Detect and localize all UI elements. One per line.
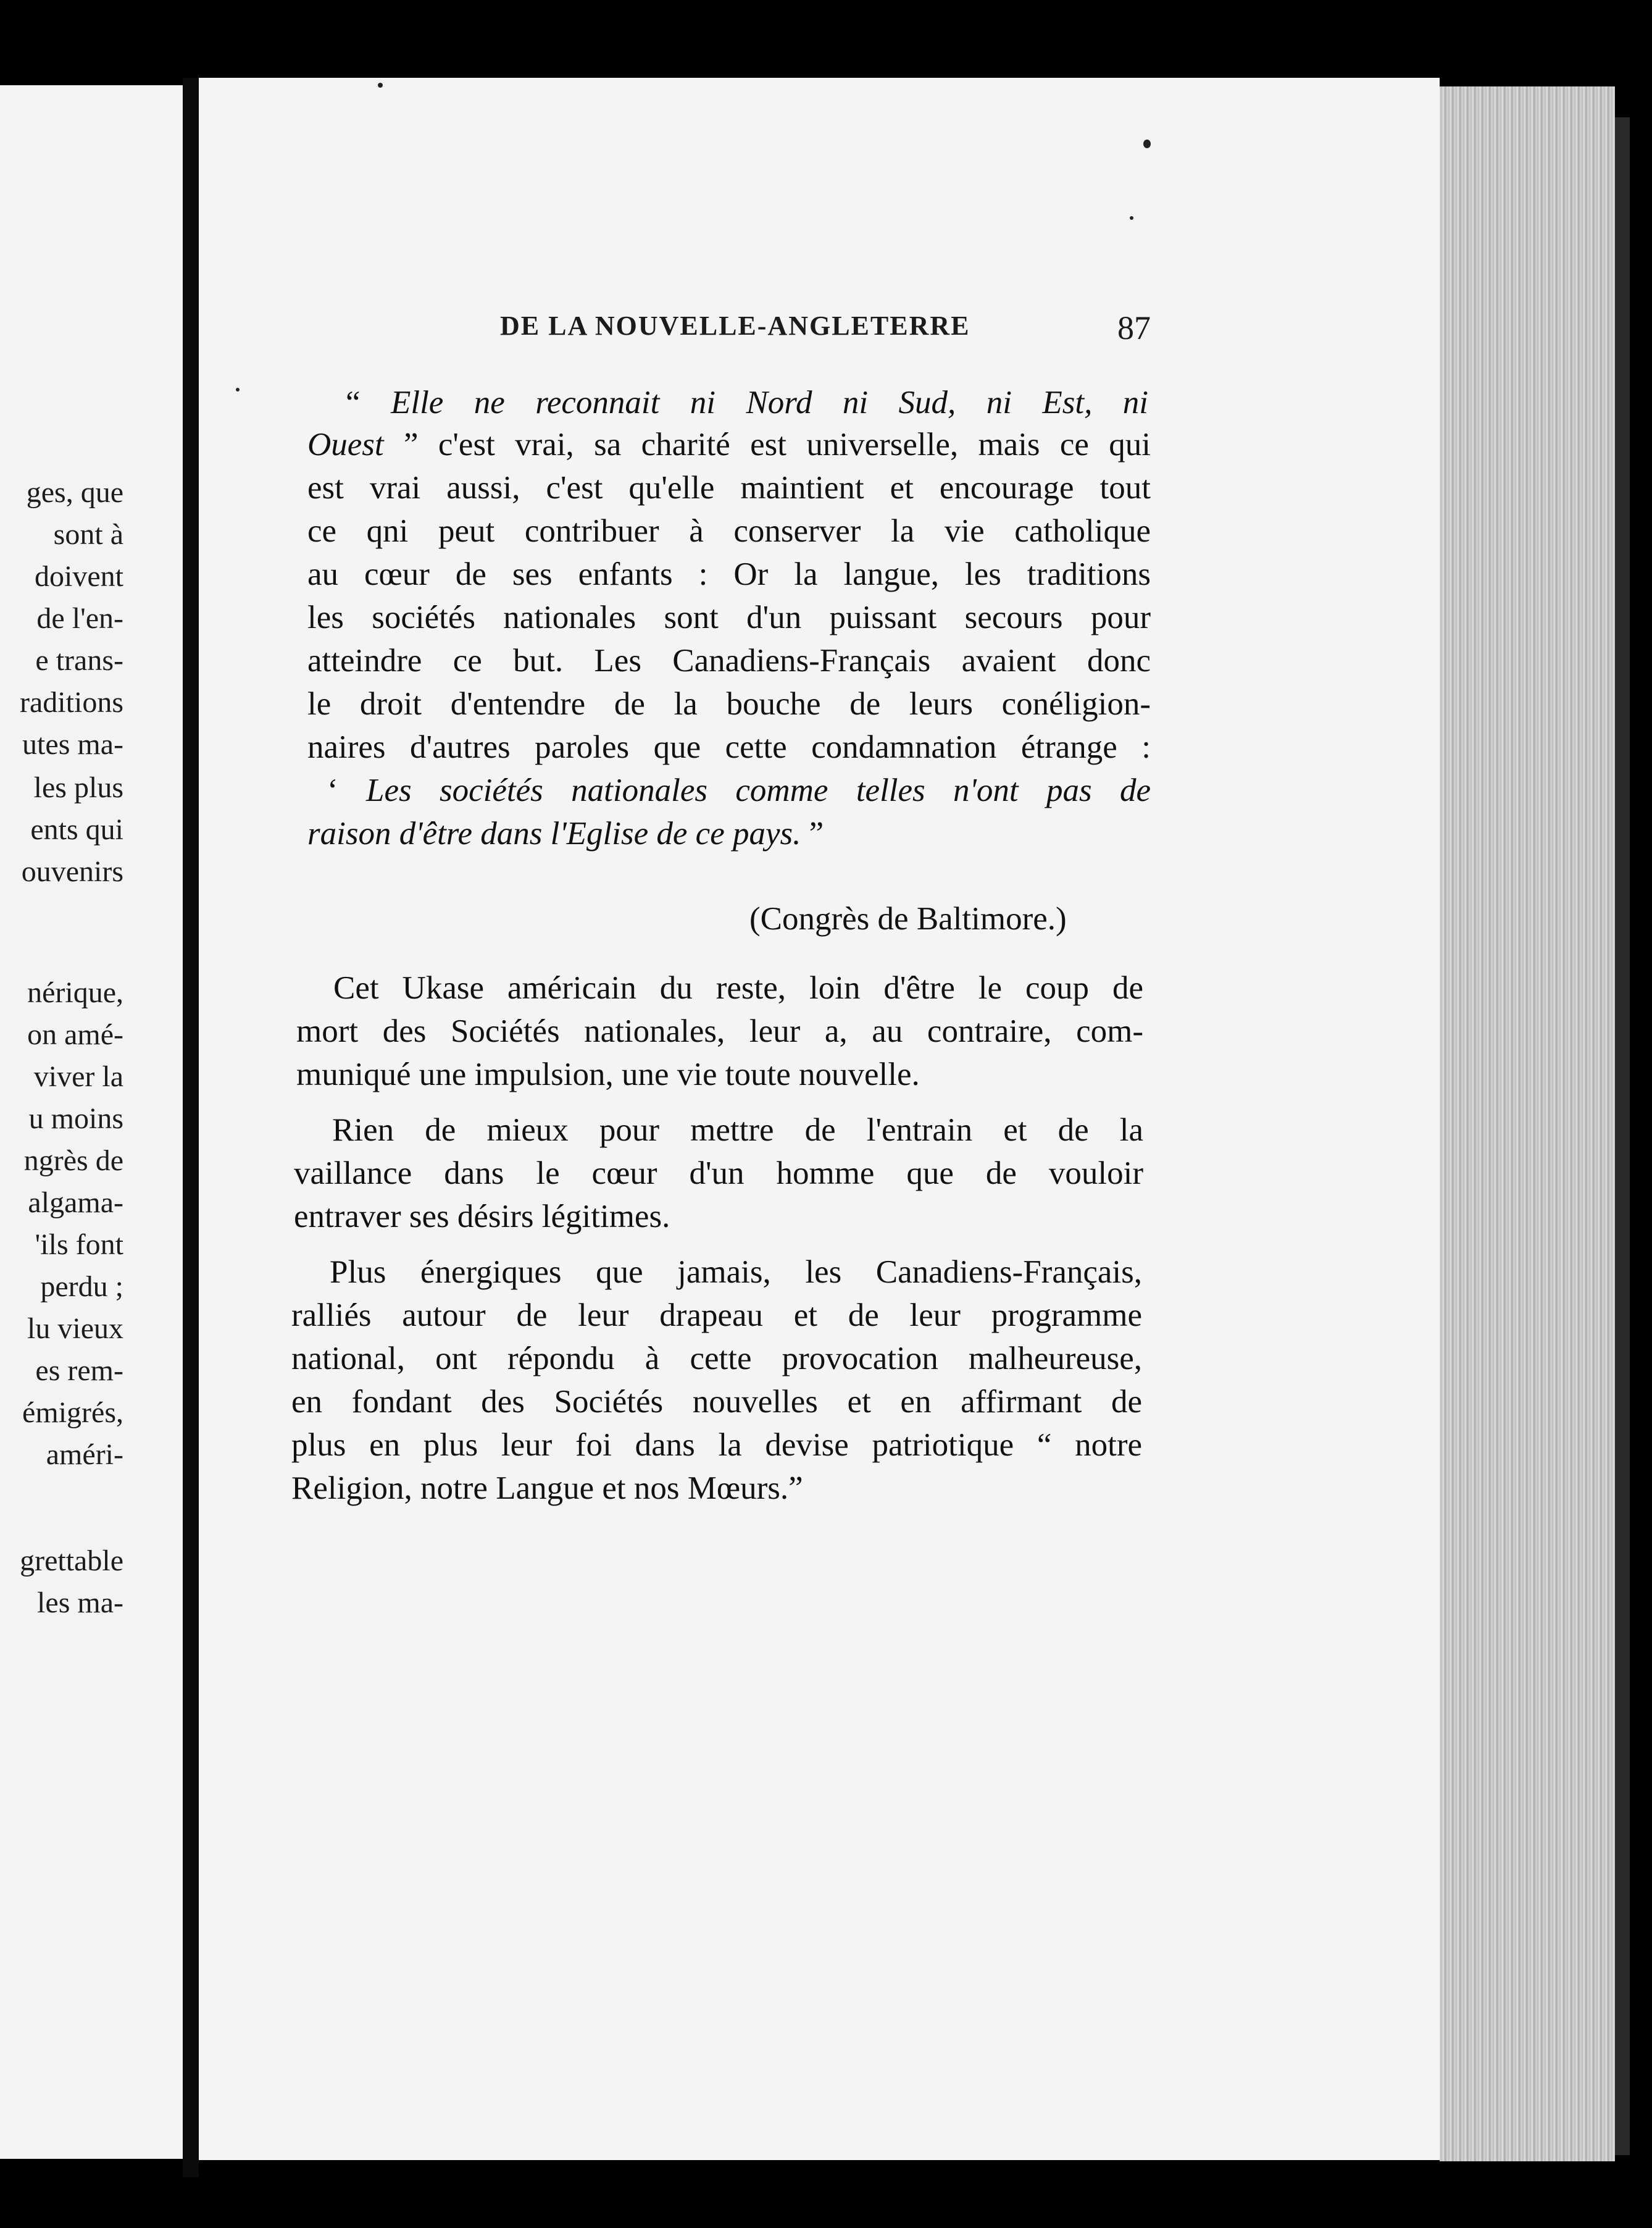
left-page-line: ngrès de [23,1144,123,1177]
left-page-line: nérique, [27,976,123,1009]
previous-page-fragment [0,85,183,2159]
left-page-line: es rem- [35,1354,123,1387]
text-span: atteindre ce but. Les Canadiens-Français avaient donc [307,643,1151,679]
text-span: ” c'est vrai, sa charité est universelle, mais ce qui [383,427,1151,463]
paragraph-line [307,642,1151,679]
left-page-line: ents qui [30,813,123,846]
left-page-line: 'ils font [35,1228,123,1261]
left-page-line: améri- [46,1438,123,1471]
text-span: ce qni peut contribuer à conserver la vie catholique [307,513,1151,549]
left-page-line: sont à [53,518,123,551]
page-edges-shadow [1615,117,1630,2155]
left-page-line: viver la [33,1060,123,1093]
italic-quote: Elle ne reconnait ni Nord ni Sud, ni Est, ni [390,385,1148,421]
left-page-line: u moins [28,1102,123,1135]
page-number: 87 [1117,309,1151,346]
paragraph-line: Cet Ukase américain du reste, loin d'être le coup de [333,970,1143,1006]
paragraph-line [307,426,1151,463]
page-edges [1440,86,1615,2161]
left-page-line: utes ma- [22,728,123,761]
text-span: ” [801,816,824,852]
left-page-line: lu vieux [27,1312,123,1345]
paragraph-line: national, ont répondu à cette provocation malheureuse, [291,1341,1142,1376]
paragraph-line [307,469,1151,506]
paragraph-line [307,513,1151,550]
ink-speck [1143,140,1151,148]
italic-quote: Ouest [307,427,384,463]
paragraph-line [346,384,1148,421]
left-page-line: algama- [28,1186,123,1219]
paragraph-line: ralliés autour de leur drapeau et de leur programme [291,1297,1142,1333]
left-page-line: on amé- [27,1018,123,1051]
left-page-line: grettable [20,1544,123,1577]
paragraph-line: Rien de mieux pour mettre de l'entrain et de la [332,1112,1143,1148]
text-span: au cœur de ses enfants : Or la langue, les traditions [307,556,1151,592]
left-page-line: ges, que [26,476,123,509]
paragraph-line [307,815,824,852]
text-span: le droit d'entendre de la bouche de leurs conéligion- [307,686,1151,722]
left-page-line: e trans- [35,644,123,677]
running-head: DE LA NOUVELLE-ANGLETERRE [500,311,970,341]
paragraph-line: vaillance dans le cœur d'un homme que de vouloir [294,1155,1143,1191]
left-page-line: perdu ; [40,1270,123,1303]
ink-speck [236,388,240,392]
text-span: naires d'autres paroles que cette condamnation étrange : [307,729,1151,765]
paragraph-line: Religion, notre Langue et nos Mœurs.” [291,1470,803,1506]
text-span: est vrai aussi, c'est qu'elle maintient et encourage tout [307,470,1151,506]
left-page-line: les ma- [37,1586,123,1619]
paragraph-line [307,729,1151,766]
paragraph-line [307,599,1151,636]
ink-speck [378,83,383,88]
paragraph-line: muniqué une impulsion, une vie toute nouvelle. [296,1057,920,1092]
italic-quote: raison d'être dans l'Eglise de ce pays. [307,816,801,852]
left-page-line: de l'en- [36,602,123,635]
paragraph-line [307,685,1151,722]
left-page-line: raditions [20,686,123,719]
paragraph-line [307,556,1151,593]
text-span: ‘ [327,773,367,808]
paragraph-line: en fondant des Sociétés nouvelles et en affirmant de [291,1384,1142,1420]
left-page-line: émigrés, [22,1396,123,1429]
book-gutter [183,78,199,2177]
paragraph-line [327,772,1151,809]
quote-source-caption: (Congrès de Baltimore.) [749,901,1067,937]
left-page-line: doivent [35,560,123,593]
left-page-line: ouvenirs [21,855,123,888]
text-span: les sociétés nationales sont d'un puissant secours pour [307,600,1151,635]
paragraph-line: mort des Sociétés nationales, leur a, au contraire, com- [296,1013,1143,1049]
text-span: “ [346,385,391,421]
italic-quote: Les sociétés nationales comme telles n'ont pas de [366,773,1151,808]
paragraph-line: Plus énergiques que jamais, les Canadiens-Français, [330,1254,1142,1290]
paragraph-line: plus en plus leur foi dans la devise patriotique “ notre [291,1427,1142,1463]
paragraph-line: entraver ses désirs légitimes. [294,1199,670,1234]
left-page-line: les plus [33,771,123,804]
ink-speck [1130,216,1133,220]
